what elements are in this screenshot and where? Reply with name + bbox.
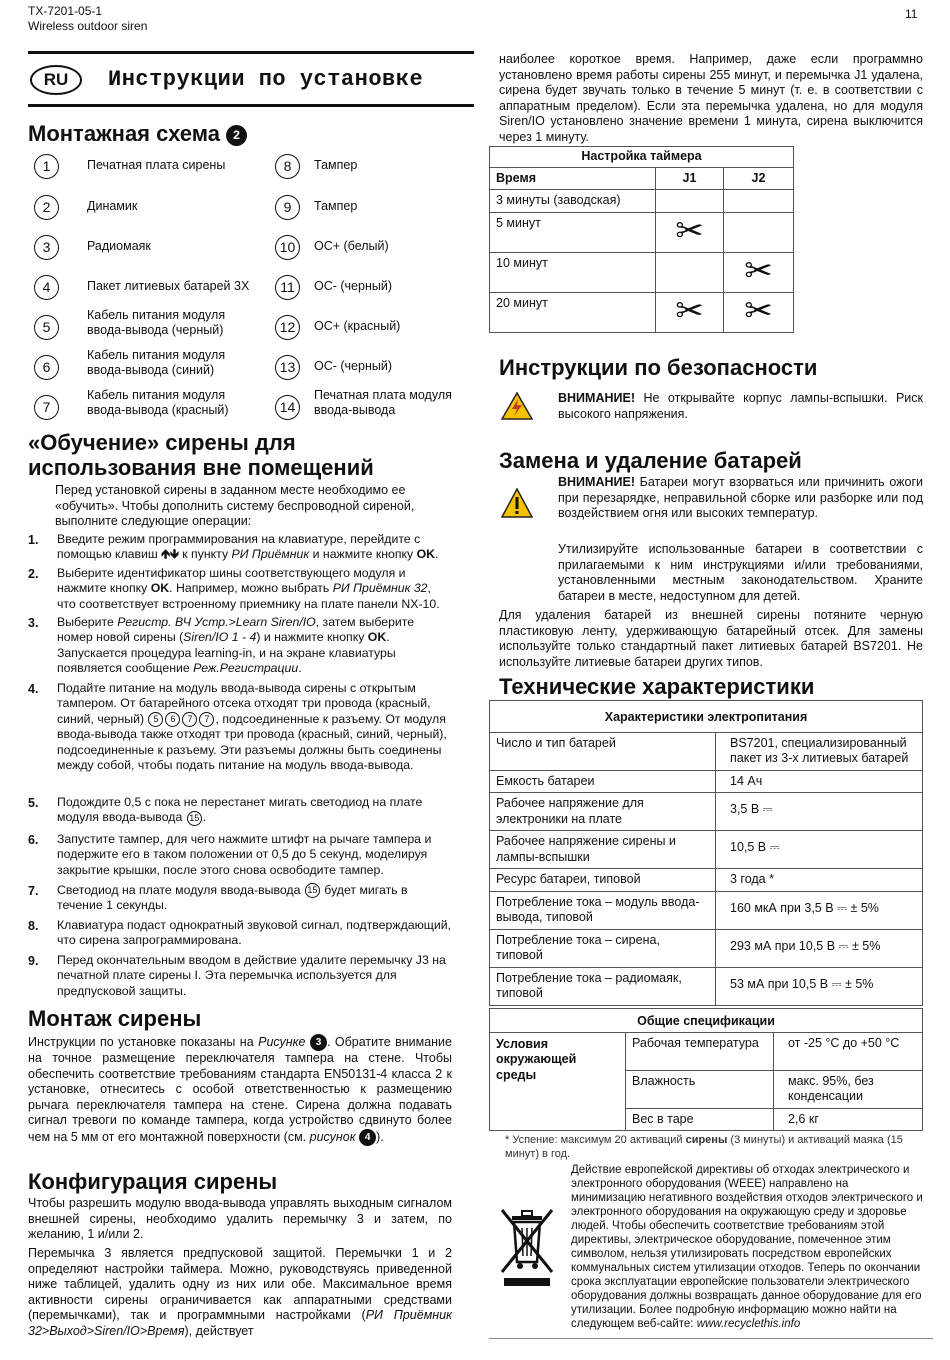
legend-number: 5 [34, 315, 59, 340]
power-specs-title: Характеристики электропитания [490, 701, 923, 733]
spec-key: Число и тип батарей [490, 732, 716, 770]
step-2: Выберите идентификатор шины соответствующего модуля и нажмите кнопку OK. Например, можно выбрать РИ Приёмник 32, что соответствует встроенному приемнику на плате панели NX-10. [57, 566, 440, 611]
battery-title: Замена и удаление батарей [499, 448, 802, 473]
scissors-icon: ✂ [675, 291, 704, 330]
legend-number: 11 [275, 275, 300, 300]
legend-label: Кабель питания модуля ввода-вывода (черный) [87, 308, 226, 338]
step-number: 3. [28, 616, 39, 630]
legend-label: ОС- (черный) [314, 279, 392, 293]
figure-ref-badge: 2 [226, 125, 247, 146]
config-title: Конфигурация сирены [28, 1169, 278, 1194]
safety-title: Инструкции по безопасности [499, 355, 818, 380]
spec-key: Потребление тока – радиомаяк, типовой [490, 967, 716, 1005]
weee-crossed-bin-icon [498, 1206, 556, 1288]
config-continuation: наиболее короткое время. Например, даже если программно установлено время работы сирены 255 минут, и перемычка J1 удалена, сирена будет звучать только в течение 5 минут (т. е. в соответствии с аппаратным пределом). Если эта перемычка удалена, но для модуля Siren/IO установлено значение времени 1 минута, сирена выключится через 1 минуту. [499, 52, 923, 144]
scissors-icon: ✂ [744, 291, 773, 330]
timer-row [490, 252, 794, 292]
spec-value: 3 года * [716, 869, 923, 892]
step-4: Подайте питание на модуль ввода-вывода сирены с открытым тампером. От батарейного отсека отходят три провода (красный, синий, черный) 5 6 7 7 , подсоединенные к разъему. От модуля ввода-вывода также отходят три провода (красный, синий, черный), подсоединенные к разъему. Эти разъемы должны быть соединены между собой, чтобы подать питание на модуль ввода-вывода. [57, 681, 447, 773]
caution-warning-icon [501, 488, 533, 518]
timer-time: 5 минут [490, 212, 656, 252]
legend-number: 8 [275, 154, 300, 179]
step-6: Запустите тампер, для чего нажмите штифт на рычаге тампера и подержите его в таком положении от 0,5 до 5 секунд, моделируя закрытие крышки, после этого снова освободите тампер. [57, 832, 432, 877]
product-name: Wireless outdoor siren [28, 19, 148, 33]
step-number: 9. [28, 954, 39, 968]
legend-label: Радиомаяк [87, 239, 151, 253]
timer-time: 10 минут [490, 252, 656, 292]
legend-label: ОС+ (красный) [314, 319, 401, 333]
step-number: 7. [28, 884, 39, 898]
safety-warning: ВНИМАНИЕ! Не открывайте корпус лампы-вспышки. Риск высокого напряжения. [558, 391, 923, 421]
step-8: Клавиатура подаст однократный звуковой сигнал, подтверждающий, что сирена запрограммирована. [57, 918, 452, 948]
legend-number: 12 [275, 315, 300, 340]
legend-number: 4 [34, 275, 59, 300]
mounting-title: Монтажная схема 2 [28, 121, 247, 146]
figure-ref-badge: 4 [359, 1129, 376, 1146]
top-rule [28, 51, 474, 54]
legend-label: Тампер [314, 199, 358, 213]
spec-row [490, 891, 923, 929]
legend-number: 3 [34, 235, 59, 260]
ref-circle: 5 [148, 712, 163, 727]
step-number: 4. [28, 682, 39, 696]
legend-number: 9 [275, 195, 300, 220]
learning-title: «Обучение» сирены для использования вне помещений [28, 430, 374, 481]
spec-key: Рабочая температура [626, 1032, 774, 1070]
timer-table-title: Настройка таймера [490, 147, 794, 168]
specs-title: Технические характеристики [499, 674, 815, 699]
spec-row [490, 967, 923, 1005]
timer-time: 3 минуты (заводская) [490, 190, 656, 213]
config-paragraph-1: Чтобы разрешить модулю ввода-вывода управлять выходным сигналом внешней сирены, необходимо удалить перемычку 3 и затем, по желанию, 1 и/или 2. [28, 1196, 452, 1241]
timer-row [490, 212, 794, 252]
spec-key: Влажность [626, 1070, 774, 1108]
legend-label: Динамик [87, 199, 138, 213]
legend-label: Пакет литиевых батарей 3X [87, 279, 250, 293]
document-code: TX-7201-05-1 [28, 4, 103, 18]
title-rule [28, 104, 474, 107]
legend-number: 1 [34, 154, 59, 179]
high-voltage-warning-icon [501, 392, 533, 420]
ref-circle: 6 [165, 712, 180, 727]
legend-label: Печатная плата сирены [87, 158, 226, 172]
language-badge: RU [30, 65, 82, 95]
spec-row [490, 732, 923, 770]
spec-key: Рабочее напряжение для электроники на плате [490, 793, 716, 831]
timer-row [490, 190, 794, 213]
step-7: Светодиод на плате модуля ввода-вывода 15 будет мигать в течение 1 секунды. [57, 883, 408, 913]
recycle-link[interactable]: www.recyclethis.info [696, 1318, 801, 1331]
step-9: Перед окончательным вводом в действие удалите перемычку J3 на печатной плате сирены I. Эта перемычка используется для предпусковой защиты. [57, 953, 446, 998]
timer-time: 20 минут [490, 292, 656, 332]
spec-value: 293 мА при 10,5 В ⎓ ± 5% [716, 929, 923, 967]
legend-number: 14 [275, 395, 300, 420]
spec-key: Рабочее напряжение сирены и лампы-вспышки [490, 831, 716, 869]
timer-row [490, 292, 794, 332]
main-title: Инструкции по установке [108, 67, 424, 92]
legend-number: 13 [275, 355, 300, 380]
ref-circle: 15 [305, 883, 320, 898]
spec-row [490, 770, 923, 793]
spec-value: 14 Ач [716, 770, 923, 793]
timer-table [489, 146, 794, 333]
legend-number: 6 [34, 355, 59, 380]
scissors-icon: ✂ [744, 251, 773, 290]
battery-footnote: * Успение: максимум 20 активаций сирены (3 минуты) и активаций маяка (15 минут) в год. [505, 1134, 903, 1161]
legend-label: ОС- (черный) [314, 359, 392, 373]
spec-value: 53 мА при 10,5 В ⎓ ± 5% [716, 967, 923, 1005]
spec-key: Емкость батареи [490, 770, 716, 793]
weee-notice: Действие европейской директивы об отходах электрического и электронного оборудования (WEEE) направлено на минимизацию негативного воздействия отходов электрического и электронного оборудования на окружающую среду и здоровье людей. Чтобы обеспечить соответствие требованиям этой директивы, электрическое оборудование, помеченное этим символом, нельзя утилизировать посредством европейских коммунальных систем утилизации отходов. Теперь по окончании срока эксплуатации европейские пользователи электрического оборудования должны возвращать данное оборудование для его утилизации. Более подробную информацию можно найти на следующем веб-сайте: www.recyclethis.info [571, 1164, 923, 1331]
legend-label: Печатная плата модуля ввода-вывода [314, 388, 452, 418]
spec-row [490, 793, 923, 831]
battery-disposal: Утилизируйте использованные батареи в соответствии с прилагаемыми к ним инструкциями и/или требованиями, установленными местным законодательством. Храните батареи в месте, недоступном для детей. [558, 542, 923, 603]
spec-key: Потребление тока – модуль ввода-вывода, типовой [490, 891, 716, 929]
legend-label: Тампер [314, 158, 358, 172]
spec-value: 160 мкА при 3,5 В ⎓ ± 5% [716, 891, 923, 929]
step-number: 5. [28, 796, 39, 810]
legend-label: ОС+ (белый) [314, 239, 389, 253]
timer-header-j1: J1 [656, 167, 724, 190]
spec-value: макс. 95%, без конденсации [774, 1070, 923, 1108]
timer-header-j2: J2 [724, 167, 794, 190]
figure-ref-badge: 3 [310, 1034, 327, 1051]
general-specs-table [489, 1008, 923, 1131]
spec-row [490, 869, 923, 892]
env-conditions-label: Условия окружающей среды [490, 1032, 626, 1131]
general-specs-title: Общие спецификации [490, 1009, 923, 1033]
step-number: 1. [28, 533, 39, 547]
spec-row [490, 831, 923, 869]
ref-circle: 7 [199, 712, 214, 727]
step-3: Выберите Регистр. ВЧ Устр.>Learn Siren/IO, затем выберите номер новой сирены (Siren/IO 1 - 4) и нажмите кнопку OK. Запускается процедура learning-in, и на экране клавиатуры появляется сообщение Реж.Регистрации. [57, 615, 415, 676]
legend-number: 10 [275, 235, 300, 260]
spec-value: BS7201, специализированный пакет из 3-х литиевых батарей [716, 732, 923, 770]
ref-circle: 7 [182, 712, 197, 727]
battery-warning: ВНИМАНИЕ! Батареи могут взорваться или причинить ожоги при перезарядке, неправильной сборке или разборке или под воздействием огня или высоких температур. [558, 475, 923, 520]
scissors-icon: ✂ [675, 211, 704, 250]
step-number: 6. [28, 833, 39, 847]
spec-value: 2,6 кг [774, 1108, 923, 1131]
spec-key: Потребление тока – сирена, типовой [490, 929, 716, 967]
battery-removal: Для удаления батарей из внешней сирены потяните черную пластиковую ленту, удерживающую батарейный отсек. Для замены используйте только стандартный пакет литиевых батарей BS7201. Не используйте литиевые батареи других типов. [499, 608, 923, 669]
spec-row [490, 929, 923, 967]
legend-label: Кабель питания модуля ввода-вывода (красный) [87, 388, 229, 418]
power-specs-table [489, 700, 923, 1006]
learning-intro: Перед установкой сирены в заданном месте необходимо ее «обучить». Чтобы дополнить систему беспроводной сиреной, выполните следующие операции: [55, 483, 415, 528]
legend-number: 2 [34, 195, 59, 220]
legend-label: Кабель питания модуля ввода-вывода (синий) [87, 348, 226, 378]
install-title: Монтаж сирены [28, 1006, 202, 1031]
install-paragraph: Инструкции по установке показаны на Рисунке 3 . Обратите внимание на точное размещение переключателя тампера на стене. Чтобы обеспечить соответствие требованиям стандарта EN50131-4 класса 2 к установке, отнеситесь с особой ответственностью к размещению рычага переключателя тампера на стене. Сирена должна подавать сигнал тревоги по команде тампера, когда устройство сдвинуто более чем на 5 мм от его монтажной поверхности (см. рисунок 4 ). [28, 1034, 452, 1146]
spec-value: 3,5 В ⎓ [716, 793, 923, 831]
legend-number: 7 [34, 395, 59, 420]
step-number: 8. [28, 919, 39, 933]
step-1: Введите режим программирования на клавиатуре, перейдите с помощью клавиш 🡹🡻 к пункту РИ Приёмник и нажмите кнопку OK. [57, 532, 439, 562]
ref-circle: 15 [187, 811, 202, 826]
step-number: 2. [28, 567, 39, 581]
bottom-rule [489, 1338, 933, 1339]
timer-header-time: Время [490, 167, 656, 190]
spec-value: 10,5 В ⎓ [716, 831, 923, 869]
spec-value: от -25 °C до +50 °C [774, 1032, 923, 1070]
spec-key: Вес в таре [626, 1108, 774, 1131]
config-paragraph-2: Перемычка 3 является предпусковой защитой. Перемычки 1 и 2 определяют настройки таймера. Можно, руководствуясь приведенной ниже таблицей, удалить одну из них или обе. Максимальное время активности сирены ограничивается как аппаратными средствами (перемычками), так и программными настройками (РИ Приёмник 32>Выход>Siren/IO>Время), действует [28, 1246, 452, 1338]
step-5: Подождите 0,5 с пока не перестанет мигать светодиод на плате модуля ввода-вывода 15 . [57, 795, 423, 825]
page-number: 11 [905, 7, 918, 21]
spec-key: Ресурс батареи, типовой [490, 869, 716, 892]
